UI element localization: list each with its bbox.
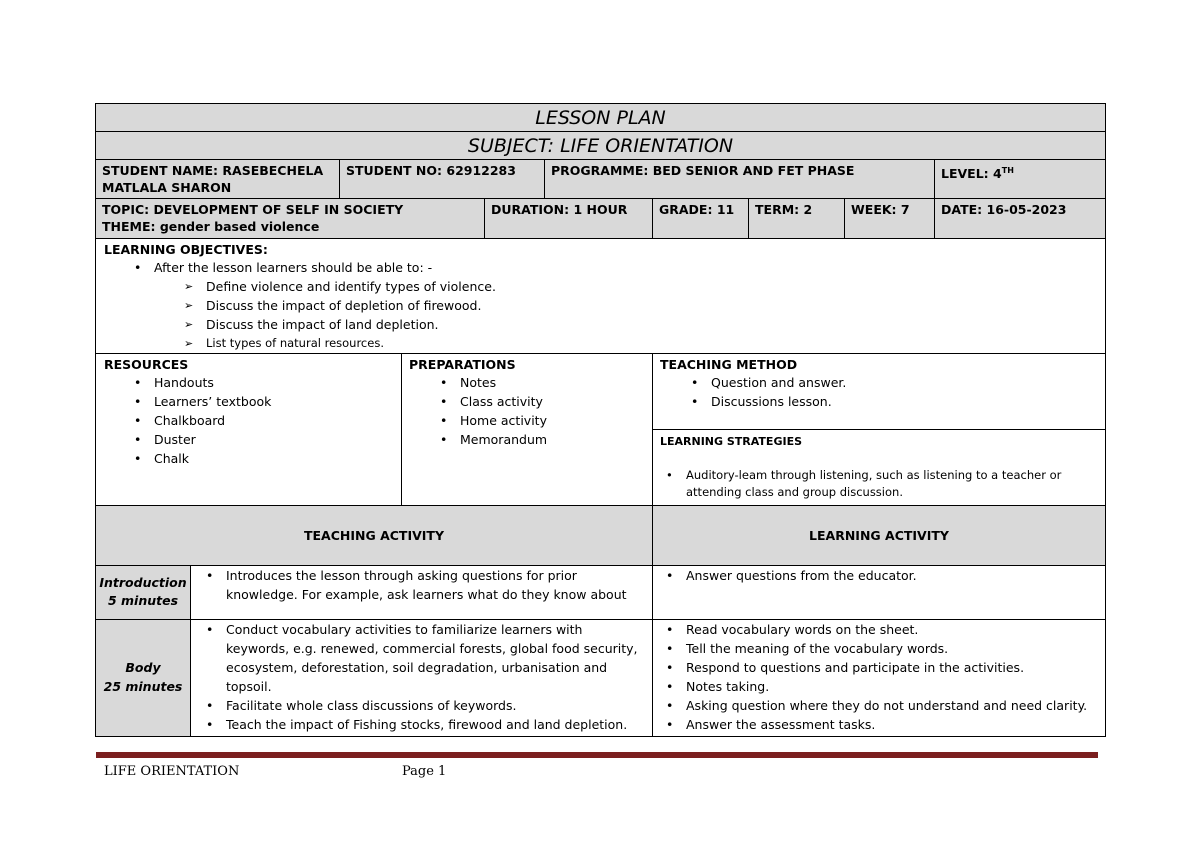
preparation-item: • Notes bbox=[460, 373, 652, 392]
learning-objectives-heading: LEARNING OBJECTIVES: bbox=[104, 242, 268, 257]
introduction-label: Introduction bbox=[99, 575, 187, 590]
objective-item: ➢ List types of natural resources. bbox=[206, 334, 1105, 353]
level-superscript: TH bbox=[1001, 166, 1014, 175]
teaching-activity-heading: TEACHING ACTIVITY bbox=[303, 528, 445, 543]
resource-item: • Chalk bbox=[154, 449, 401, 468]
objective-item: ➢ Discuss the impact of land depletion. bbox=[206, 315, 1105, 334]
teaching-activity-heading-cell bbox=[95, 505, 653, 566]
preparation-item: • Home activity bbox=[460, 411, 652, 430]
week-cell bbox=[844, 198, 935, 239]
page-number: Page 1 bbox=[402, 764, 447, 779]
preparations-heading: PREPARATIONS bbox=[409, 357, 516, 372]
body-label: Body bbox=[125, 660, 161, 675]
objective-item: ➢ Discuss the impact of depletion of firewood. bbox=[206, 296, 1105, 315]
resources-cell bbox=[95, 353, 402, 506]
introduction-duration: 5 minutes bbox=[107, 593, 179, 608]
body-learning-item: • Notes taking. bbox=[686, 677, 1101, 696]
body-learning-item: • Read vocabulary words on the sheet. bbox=[686, 620, 1101, 639]
introduction-label-cell bbox=[95, 565, 191, 620]
term-cell bbox=[748, 198, 845, 239]
learning-strategies-list bbox=[686, 467, 1095, 501]
resources-list bbox=[154, 373, 401, 468]
body-teaching-item: • Teach the impact of Fishing stocks, firewood and land depletion. bbox=[226, 715, 644, 734]
learning-activity-heading-cell bbox=[652, 505, 1106, 566]
subject-title: SUBJECT: LIFE ORIENTATION bbox=[95, 131, 1106, 160]
topic: TOPIC: DEVELOPMENT OF SELF IN SOCIETY bbox=[102, 202, 404, 217]
footer-divider bbox=[96, 752, 1098, 758]
method-item: • Discussions lesson. bbox=[711, 392, 1105, 411]
body-duration: 25 minutes bbox=[103, 679, 183, 694]
programme: PROGRAMME: BED SENIOR AND FET PHASE bbox=[551, 163, 855, 178]
resource-item: • Chalkboard bbox=[154, 411, 401, 430]
intro-teaching-item: • Introduces the lesson through asking questions for prior knowledge. For example, ask learners what do they know about bbox=[226, 566, 642, 604]
introduction-teaching-list bbox=[226, 566, 642, 604]
introduction-teaching-cell bbox=[190, 565, 653, 620]
duration-cell bbox=[484, 198, 653, 239]
preparations-cell bbox=[401, 353, 653, 506]
body-label-cell bbox=[95, 619, 191, 737]
learning-strategies-heading: LEARNING STRATEGIES bbox=[660, 435, 803, 448]
learning-strategies-cell bbox=[652, 429, 1106, 506]
objectives-intro-list bbox=[154, 258, 1105, 277]
strategy-item: • Auditory-leam through listening, such as listening to a teacher or attending class and group discussion. bbox=[686, 467, 1095, 501]
body-learning-item: • Asking question where they do not understand and need clarity. bbox=[686, 696, 1101, 715]
level-cell bbox=[934, 159, 1106, 199]
resource-item: • Handouts bbox=[154, 373, 401, 392]
method-item: • Question and answer. bbox=[711, 373, 1105, 392]
resource-item: • Duster bbox=[154, 430, 401, 449]
topic-cell bbox=[95, 198, 485, 239]
introduction-learning-list bbox=[686, 566, 1097, 585]
student-no-cell bbox=[339, 159, 545, 199]
body-teaching-cell bbox=[190, 619, 653, 737]
objective-item: ➢ Define violence and identify types of violence. bbox=[206, 277, 1105, 296]
resources-heading: RESOURCES bbox=[104, 357, 189, 372]
term: TERM: 2 bbox=[755, 202, 813, 217]
learning-objectives-cell bbox=[95, 238, 1106, 354]
student-name-cell bbox=[95, 159, 340, 199]
preparation-item: • Class activity bbox=[460, 392, 652, 411]
week: WEEK: 7 bbox=[851, 202, 910, 217]
introduction-learning-cell bbox=[652, 565, 1106, 620]
intro-learning-item: • Answer questions from the educator. bbox=[686, 566, 1097, 585]
programme-cell bbox=[544, 159, 935, 199]
teaching-method-heading: TEACHING METHOD bbox=[660, 357, 798, 372]
body-learning-item: • Respond to questions and participate in the activities. bbox=[686, 658, 1101, 677]
date-cell bbox=[934, 198, 1106, 239]
objectives-intro: • After the lesson learners should be able to: - bbox=[154, 258, 1105, 277]
body-teaching-item: • Facilitate whole class discussions of keywords. bbox=[226, 696, 644, 715]
footer-title: LIFE ORIENTATION bbox=[104, 764, 240, 779]
level: LEVEL: 4 bbox=[941, 166, 1002, 182]
preparations-list bbox=[460, 373, 652, 449]
body-teaching-list bbox=[226, 620, 644, 734]
grade: GRADE: 11 bbox=[659, 202, 735, 217]
student-no: STUDENT NO: 62912283 bbox=[346, 163, 516, 178]
body-learning-item: • Answer the assessment tasks. bbox=[686, 715, 1101, 734]
teaching-method-cell bbox=[652, 353, 1106, 430]
student-name-line2: MATLALA SHARON bbox=[102, 180, 232, 195]
learning-activity-heading: LEARNING ACTIVITY bbox=[809, 528, 949, 543]
body-learning-list bbox=[686, 620, 1101, 734]
body-teaching-item: • Conduct vocabulary activities to familiarize learners with keywords, e.g. renewed, commercial forests, global food security, ecosystem, deforestation, soil degradation, urbanisation and topsoil. bbox=[226, 620, 644, 696]
teaching-method-list bbox=[711, 373, 1105, 411]
lesson-plan-title: LESSON PLAN bbox=[95, 103, 1106, 132]
date: DATE: 16-05-2023 bbox=[941, 202, 1067, 217]
duration: DURATION: 1 HOUR bbox=[491, 202, 628, 217]
theme: THEME: gender based violence bbox=[102, 219, 320, 234]
preparation-item: • Memorandum bbox=[460, 430, 652, 449]
objectives-list bbox=[206, 277, 1105, 353]
grade-cell bbox=[652, 198, 749, 239]
resource-item: • Learners’ textbook bbox=[154, 392, 401, 411]
body-learning-item: • Tell the meaning of the vocabulary words. bbox=[686, 639, 1101, 658]
body-learning-cell bbox=[652, 619, 1106, 737]
student-name-line1: STUDENT NAME: RASEBECHELA bbox=[102, 163, 324, 178]
